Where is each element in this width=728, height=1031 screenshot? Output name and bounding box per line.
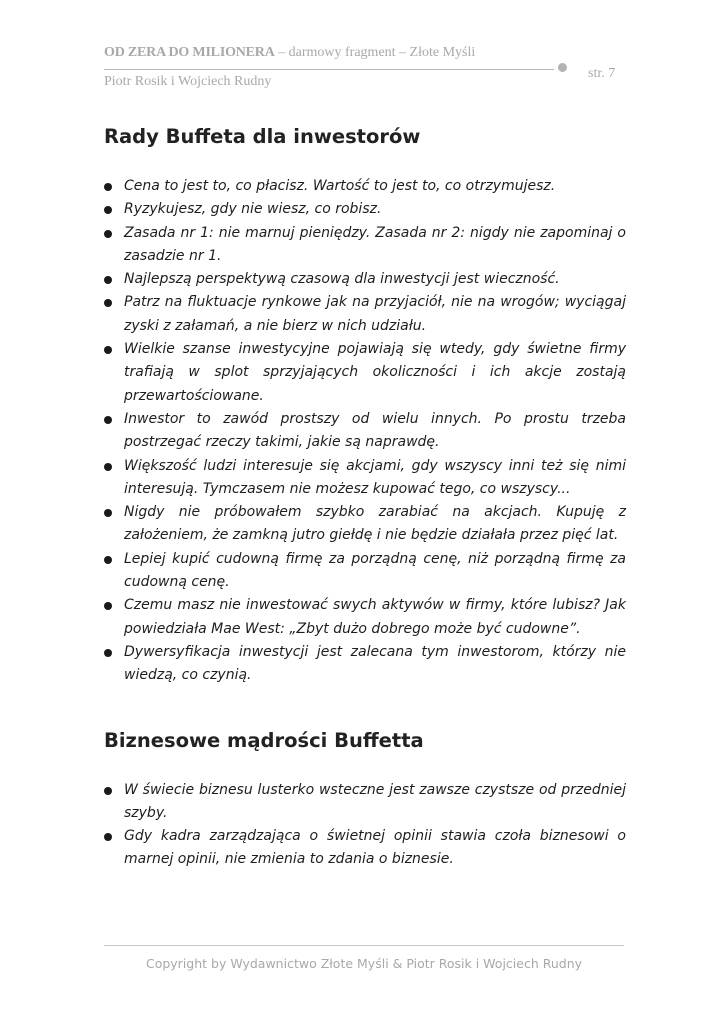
bullet-icon — [104, 649, 112, 657]
page-header — [104, 44, 624, 94]
business-wisdom-list — [104, 779, 626, 872]
list-item: Gdy kadra zarządzająca o świetnej opinii stawia czoła biznesowi o marnej opinii, nie zmienia to zdania o biznesie. — [104, 825, 626, 872]
bullet-icon — [104, 230, 112, 238]
bullet-icon — [104, 276, 112, 284]
page-footer: Copyright by Wydawnictwo Złote Myśli & Piotr Rosik i Wojciech Rudny — [145, 956, 583, 971]
bullet-icon — [104, 346, 112, 354]
list-item: Zasada nr 1: nie marnuj pieniędzy. Zasada nr 2: nigdy nie zapominaj o zasadzie nr 1. — [104, 222, 626, 269]
list-item: Czemu masz nie inwestować swych aktywów w firmy, które lubisz? Jak powiedziała Mae West: „Zbyt dużo dobrego może być cudowne”. — [104, 594, 626, 641]
list-item: Ryzykujesz, gdy nie wiesz, co robisz. — [104, 198, 626, 221]
header-subtitle: – darmowy fragment – Złote Myśli — [274, 45, 476, 60]
header-dot-icon — [558, 63, 567, 72]
book-title: OD ZERA DO MILIONERA — [104, 45, 275, 60]
section-title-business-wisdom: Biznesowe mądrości Buffetta — [104, 728, 424, 752]
list-item: Lepiej kupić cudowną firmę za porządną cenę, niż porządną firmę za cudowną cenę. — [104, 548, 626, 595]
header-rule — [104, 69, 554, 70]
bullet-icon — [104, 602, 112, 610]
bullet-icon — [104, 787, 112, 795]
list-item: Inwestor to zawód prostszy od wielu innych. Po prostu trzeba postrzegać rzeczy takimi, jakie są naprawdę. — [104, 408, 626, 455]
header-title — [104, 44, 624, 62]
bullet-icon — [104, 299, 112, 307]
list-item: Cena to jest to, co płacisz. Wartość to jest to, co otrzymujesz. — [104, 175, 626, 198]
list-item: Dywersyfikacja inwestycji jest zalecana tym inwestorom, którzy nie wiedzą, co czynią. — [104, 641, 626, 688]
list-item: W świecie biznesu lusterko wsteczne jest zawsze czystsze od przedniej szyby. — [104, 779, 626, 826]
page-content — [104, 122, 626, 872]
list-item: Najlepszą perspektywą czasową dla inwestycji jest wieczność. — [104, 268, 626, 291]
bullet-icon — [104, 833, 112, 841]
section-title-investor-tips: Rady Buffeta dla inwestorów — [104, 125, 421, 148]
header-authors: Piotr Rosik i Wojciech Rudny — [104, 74, 272, 89]
bullet-icon — [104, 463, 112, 471]
bullet-icon — [104, 556, 112, 564]
bullet-icon — [104, 416, 112, 424]
list-item: Patrz na fluktuacje rynkowe jak na przyjaciół, nie na wrogów; wyciągaj zyski z załamań, a nie bierz w nich udziału. — [104, 291, 626, 338]
investor-tips-list — [104, 175, 626, 688]
bullet-icon — [104, 183, 112, 191]
list-item: Większość ludzi interesuje się akcjami, gdy wszyscy inni też się nimi interesują. Tymczasem nie możesz kupować tego, co wszyscy... — [104, 455, 626, 502]
page-number: str. 7 — [588, 66, 616, 81]
bullet-icon — [104, 509, 112, 517]
footer-rule — [104, 945, 624, 946]
list-item: Nigdy nie próbowałem szybko zarabiać na akcjach. Kupuję z założeniem, że zamkną jutro giełdę i nie będzie działała przez pięć lat. — [104, 501, 626, 548]
list-item: Wielkie szanse inwestycyjne pojawiają się wtedy, gdy świetne firmy trafiają w splot sprzyjających okoliczności i ich akcje zostają przewartościowane. — [104, 338, 626, 408]
bullet-icon — [104, 206, 112, 214]
